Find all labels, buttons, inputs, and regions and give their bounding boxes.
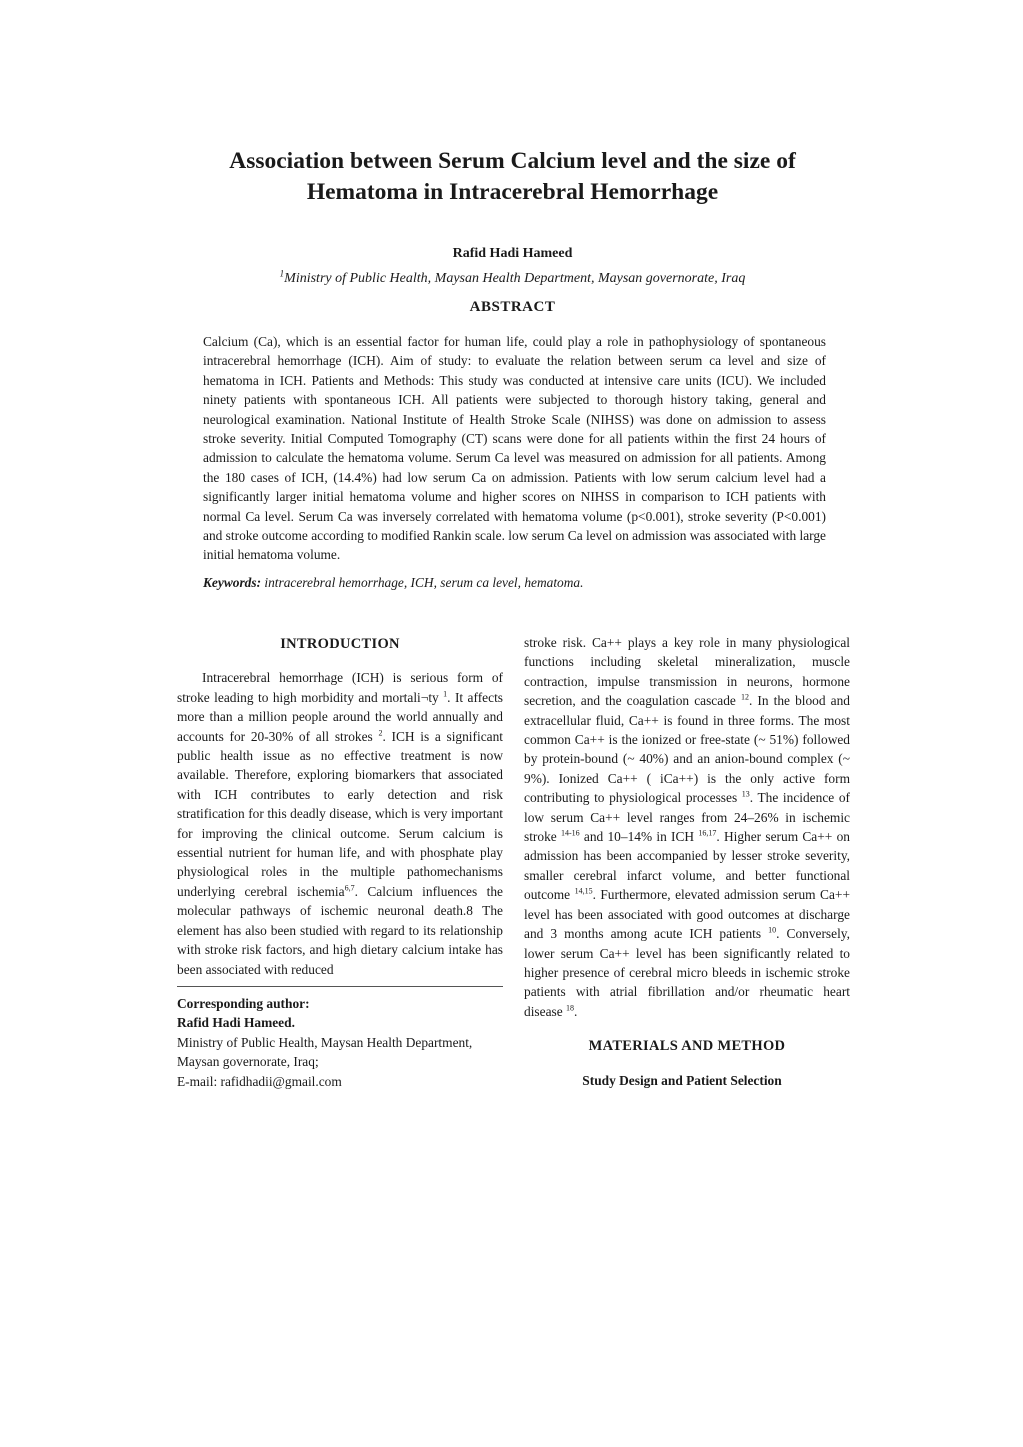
citation-ref: 6,7 [344,883,355,893]
citation-ref: 16,17 [698,828,717,838]
left-column [177,633,503,979]
body-text-1: stroke risk. Ca++ plays a key role in many physiological functions including skeletal mineralization, muscle contraction, impulse transmission in neurons, hormone secretion, and the coagulation cascade [524,635,850,709]
citation-ref: 18 [566,1003,575,1013]
body-text-2: . In the blood and extracellular fluid, Ca++ is found in three forms. The most common Ca++ is the ionized or free-state (~ 51%) followed by protein-bound (~ 40%) and an anion-bound complex (~ 9%). Ionized Ca++ ( iCa++) is the only active form contributing to physiological processes [524,693,851,806]
body-text-3: . The incidence of low serum Ca++ level ranges from 24–26% in ischemic stroke [524,790,850,845]
corresponding-address-2: Maysan governorate, Iraq; [177,1054,319,1070]
body-text-7: . Conversely, lower serum Ca++ level has been significantly related to higher presence of cerebral micro bleeds in ischemic stroke patients with atrial fibrillation and/or rheumatic heart disease [524,926,850,1019]
title-line-2: Hematoma in Intracerebral Hemorrhage [306,179,719,205]
body-text-5: . Higher serum Ca++ on admission has been accompanied by lesser stroke severity, smaller cerebral infarct volume, and better functional outcome [524,829,850,903]
title-line-1: Association between Serum Calcium level and the size of [229,148,796,174]
methods-heading: MATERIALS AND METHOD [588,1038,786,1055]
body-text-6: . Furthermore, elevated admission serum Ca++ level has been associated with good outcomes at discharge and 3 months among acute ICH patients [524,887,851,942]
citation-ref: 1 [443,689,448,699]
right-column-paragraph [524,633,850,1021]
keywords-text: intracerebral hemorrhage, ICH, serum ca level, hematoma. [261,575,584,590]
citation-ref: 2 [378,728,383,738]
study-design-subheading: Study Design and Patient Selection [582,1072,782,1088]
body-text-4: and 10–14% in ICH [579,829,699,845]
footnote-divider [177,986,503,987]
citation-ref: 14-16 [560,828,580,838]
citation-ref: 14,15 [574,886,593,896]
corresponding-author-block [177,994,507,1091]
introduction-paragraph [177,668,503,979]
intro-text-1: Intracerebral hemorrhage (ICH) is serious form of stroke leading to high morbidity and mortali¬ty [177,670,503,705]
corresponding-label: Corresponding author: [177,996,310,1011]
citation-ref: 13 [741,789,750,799]
author-affiliation [150,268,875,287]
citation-ref: 10 [768,925,777,935]
affiliation-marker: 1 [279,268,285,279]
intro-text-4: . Calcium influences the molecular pathways of ischemic neuronal death.8 The element has also been studied with regard to its relationship with stroke risk factors, and high dietary calcium intake has been associated with reduced [177,883,503,977]
abstract-heading: ABSTRACT [469,299,556,315]
right-column [524,633,850,1090]
paper-title [140,146,885,208]
citation-ref: 12 [740,692,749,702]
body-text-8: . [574,1003,578,1019]
corresponding-email: E-mail: rafidhadii@gmail.com [177,1073,342,1089]
corresponding-name: Rafid Hadi Hameed. [177,1015,295,1031]
keywords-label: Keywords: [203,575,262,590]
abstract-text: Calcium (Ca), which is an essential factor for human life, could play a role in pathophysiology of spontaneous intracerebral hemorrhage (ICH). Aim of study: to evaluate the relation between serum ca level and size of hematoma in ICH. Patients and Methods: This study was conducted at intensive care units (ICU). We included ninety patients with spontaneous ICH. All patients were subjected to thorough history taking, general and neurological examination. National Institute of Health Stroke Scale (NIHSS) was done on admission to assess stroke severity. Initial Computed Tomography (CT) scans were done for all patients within the first 24 hours of admission to calculate the hematoma volume. Serum Ca level was measured on admission for all patients. Among the 180 cases of ICH, (14.4%) had low serum Ca on admission. Patients with low serum calcium level had a significantly larger initial hematoma volume and higher scores on NIHSS in comparison to ICH patients with normal Ca level. Serum Ca was inversely correlated with hematoma volume (p<0.001), stroke severity (P<0.001) and stroke outcome according to modified Rankin scale. low serum Ca level on admission was associated with large initial hematoma volume. [203,334,827,563]
corresponding-address-1: Ministry of Public Health, Maysan Health Department, [177,1034,473,1050]
author-name: Rafid Hadi Hameed [452,246,573,261]
intro-text-3: . ICH is a significant public health issue as no effective treatment is now available. Therefore, exploring biomarkers that associated with ICH contributes to early detection and risk stratification for this deadly disease, which is very important for improving the clinical outcome. Serum calcium is essential nutrient for human life, and with phosphate play physiological roles in the multiple pathomechanisms underlying cerebral ischemia [177,728,504,899]
keywords [203,575,826,591]
affiliation-text: Ministry of Public Health, Maysan Health Department, Maysan governorate, Iraq [284,271,746,286]
introduction-heading: INTRODUCTION [280,636,400,652]
intro-text-2: . It affects more than a million people around the world annually and accounts for 20-30% of all strokes [177,689,503,744]
